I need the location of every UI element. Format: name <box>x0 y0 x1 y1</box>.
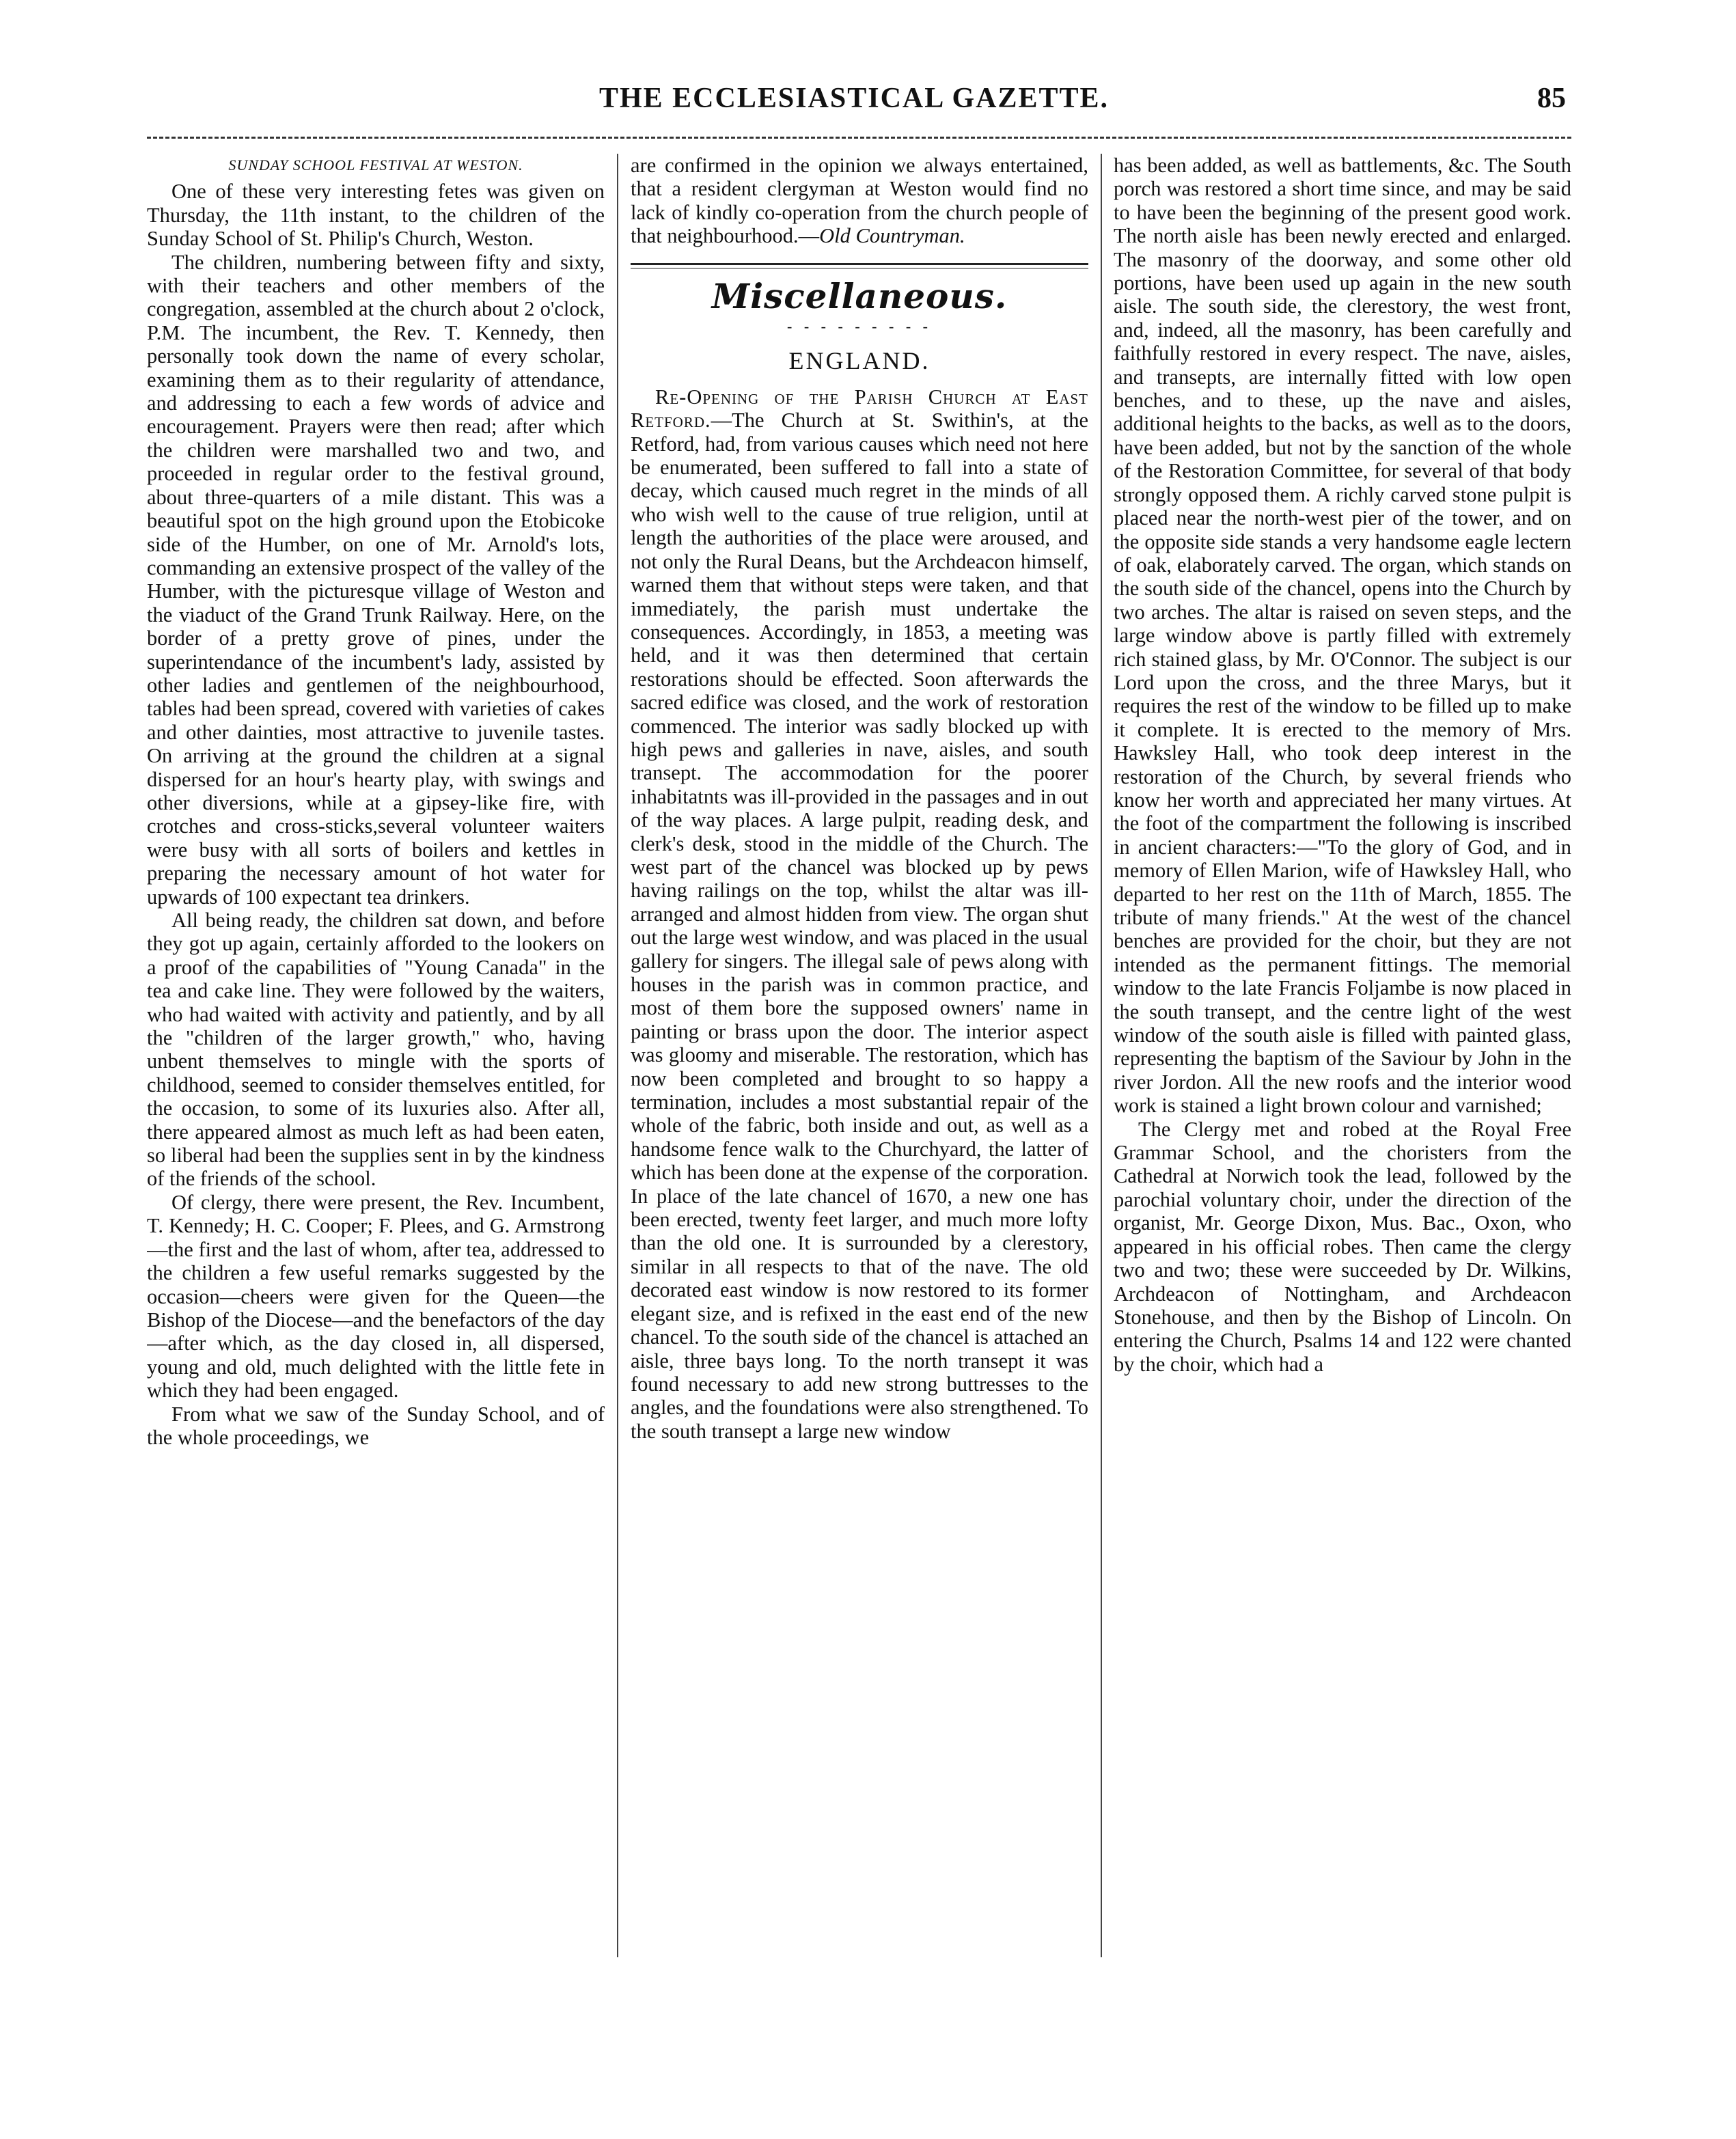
ornamental-dashes: - - - - - - - - - <box>787 318 932 335</box>
page-number: 85 <box>1537 83 1566 114</box>
header-rule <box>147 137 1571 139</box>
signature: Old Countryman. <box>819 224 965 248</box>
article-text: —The Church at St. Swithin's, at the Retford, had, from various causes which need not here be enumerated, been suffered to fall into a state of decay, which caused much regret in the minds of all who wish well to the cause of true religion, until at length the authorities of the place were aroused, and not only the Rural Deans, but the Archdeacon himself, warned them that without steps were taken, and that immediately, the parish must undertake the consequences. Accordingly, in 1853, a meeting was held, and it was then determined that certain restorations should be effected. Soon afterwards the sacred edifice was closed, and the work of restoration commenced. The interior was sadly blocked up with high pews and galleries in nave, aisles, and south transept. The accommodation for the poorer inhabitatnts was ill-provided in the passages and in out of the way places. A large pulpit, reading desk, and clerk's desk, stood in the middle of the Church. The west part of the chancel was blocked up by pews having railings on the top, whilst the altar was ill-arranged and almost hidden from view. The organ shut out the large west window, and was placed in the usual gallery for singers. The illegal sale of pews along with houses in the parish was in common practice, and most of them bore the supposed owners' name in painting or brass upon the door. The interior aspect was gloomy and miserable. The restoration, which has now been completed and brought to so happy a termination, includes a most substantial repair of the whole of the fabric, both inside and out, as well as a handsome fence walk to the Churchyard, the latter of which has been done at the expense of the corporation. In place of the late chancel of 1670, a new one has been erected, twenty feet larger, and much more lofty than the old one. It is surrounded by a clerestory, similar in all respects to that of the nave. The old decorated east window is now restored to its former elegant size, and is refixed in the east end of the new chancel. To the south side of the chancel is attached an aisle, three bays long. To the north transept it was found necessary to add new strong buttresses to the angles, and the foundations were also strengthened. To the south transept a large new window <box>631 409 1088 1443</box>
paragraph: One of these very interesting fetes was given on Thursday, the 11th instant, to the children of the Sunday School of St. Philip's Church, Weston. <box>147 180 605 251</box>
column-divider <box>1101 154 1102 1957</box>
paragraph <box>631 385 1088 1443</box>
text-columns <box>147 154 1571 1957</box>
column-1 <box>147 154 605 1957</box>
column-2 <box>631 154 1088 1957</box>
paragraph: The children, numbering between fifty and sixty, with their teachers and other members of the congregation, assembled at the church about 2 o'clock, P.M. The incumbent, the Rev. T. Kennedy, then personally took down the name of every scholar, examining them as to their regularity of attendance, and addressing to each a few words of advice and encouragement. Prayers were then read; after which the children were marshalled two and two, and proceeded in regular order to the festival ground, about three-quarters of a mile distant. This was a beautiful spot on the high ground upon the Etobicoke side of the Humber, on one of Mr. Arnold's lots, commanding an extensive prospect of the valley of the Humber, with the picturesque village of Weston and the viaduct of the Grand Trunk Railway. Here, on the border of a pretty grove of pines, under the superintendance of the incumbent's lady, assisted by other ladies and gentlemen of the neighbourhood, tables had been spread, covered with varieties of cakes and other dainties, most attractive to juvenile tastes. On arriving at the ground the children at a signal dispersed for an hour's hearty play, with swings and other diversions, while at a gipsey-like fire, with crotches and cross-sticks,several volunteer waiters were busy with all sorts of boilers and kettles in preparing the necessary amount of hot water for upwards of 100 expectant tea drinkers. <box>147 250 605 909</box>
paragraph: All being ready, the children sat down, and before they got up again, certainly afforded to the lookers on a proof of the capabilities of "Young Canada" in the tea and cake line. They were followed by the waiters, who had waited with activity and patiently, and by all the "children of the larger growth," who, having unbent themselves to mingle with the sports of childhood, seemed to consider themselves entitled, for the occasion, to some of its luxuries also. After all, there appeared almost as much left as had been eaten, so liberal had been the supplies sent in by the kindness of the friends of the school. <box>147 909 605 1191</box>
section-rule <box>631 263 1088 265</box>
running-title: THE ECCLESIASTICAL GAZETTE. <box>598 83 1110 114</box>
section-heading: Miscellaneous. <box>711 275 1008 316</box>
paragraph-continuation <box>631 154 1088 248</box>
paragraph: has been added, as well as battlements, &c. The South porch was restored a short time since, and may be said to have been the beginning of the present good work. The north aisle has been newly erected and enlarged. The masonry of the doorway, and some other old portions, have been used up again in the new south aisle. The south side, the clerestory, the west front, and, indeed, all the masonry, has been carefully and faithfully restored in every respect. The nave, aisles, and transepts, are internally fitted with low open benches, and to these, up the nave and aisles, additional heights to the backs, as well as to the doors, have been added, but not by the sanction of the whole of the Restoration Committee, for several of that body strongly opposed them. A richly carved stone pulpit is placed near the north-west pier of the tower, and on the opposite side stands a very handsome eagle lectern of oak, elaborately carved. The organ, which stands on the south side of the chancel, opens into the Church by two arches. The altar is raised on seven steps, and the large window above is partly filled with extremely rich stained glass, by Mr. O'Connor. The subject is our Lord upon the cross, and the three Marys, but it requires the rest of the window to be filled up to make it complete. It is erected to the memory of Mrs. Hawksley Hall, who took deep interest in the restoration of the Church, by several friends who know her worth and appreciated her many virtues. At the foot of the compartment the following is inscribed in ancient characters:—"To the glory of God, and in memory of Ellen Marion, wife of Hawksley Hall, who departed to her rest on the 11th of March, 1855. The tribute of many friends." At the west of the chancel benches are provided for the choir, but they are not intended as the permanent fittings. The memorial window to the late Francis Foljambe is now placed in the south transept, and the centre light of the west window of the south aisle is filled with painted glass, representing the baptism of the Saviour by John in the river Jordon. All the new roofs and the interior wood work is stained a light brown colour and varnished; <box>1114 154 1571 1118</box>
paragraph: Of clergy, there were present, the Rev. Incumbent, T. Kennedy; H. C. Cooper; F. Plees, and G. Armstrong—the first and the last of whom, after tea, addressed to the children a few useful remarks suggested by the occasion—cheers were given for the Queen—the Bishop of the Diocese—and the benefactors of the day—after which, as the day closed in, all dispersed, young and old, much delighted with the little fete in which they had been engaged. <box>147 1190 605 1403</box>
column-divider <box>617 154 618 1957</box>
column-3 <box>1114 154 1571 1957</box>
running-head <box>137 82 1571 130</box>
continuation-text: are confirmed in the opinion we always entertained, that a resident clergyman at Weston would find no lack of kindly co-operation from the church people of that neighbourhood.— <box>631 154 1088 248</box>
article-subheading: SUNDAY SCHOOL FESTIVAL AT WESTON. <box>228 156 523 174</box>
paragraph: From what we saw of the Sunday School, and of the whole proceedings, we <box>147 1402 605 1449</box>
article-title: Re-Opening of the Parish Church at East Retford. <box>631 385 1088 432</box>
paragraph: The Clergy met and robed at the Royal Free Grammar School, and the choristers from the Cathedral at Norwich took the lead, followed by the parochial voluntary choir, under the direction of the organist, Mr. George Dixon, Mus. Bac., Oxon, who appeared in his official robes. Then came the clergy two and two; these were succeeded by Dr. Wilkins, Archdeacon of Nottingham, and Archdeacon Stonehouse, and then by the Bishop of Lincoln. On entering the Church, Psalms 14 and 122 were chanted by the choir, which had a <box>1114 1117 1571 1376</box>
region-heading: ENGLAND. <box>788 347 931 375</box>
